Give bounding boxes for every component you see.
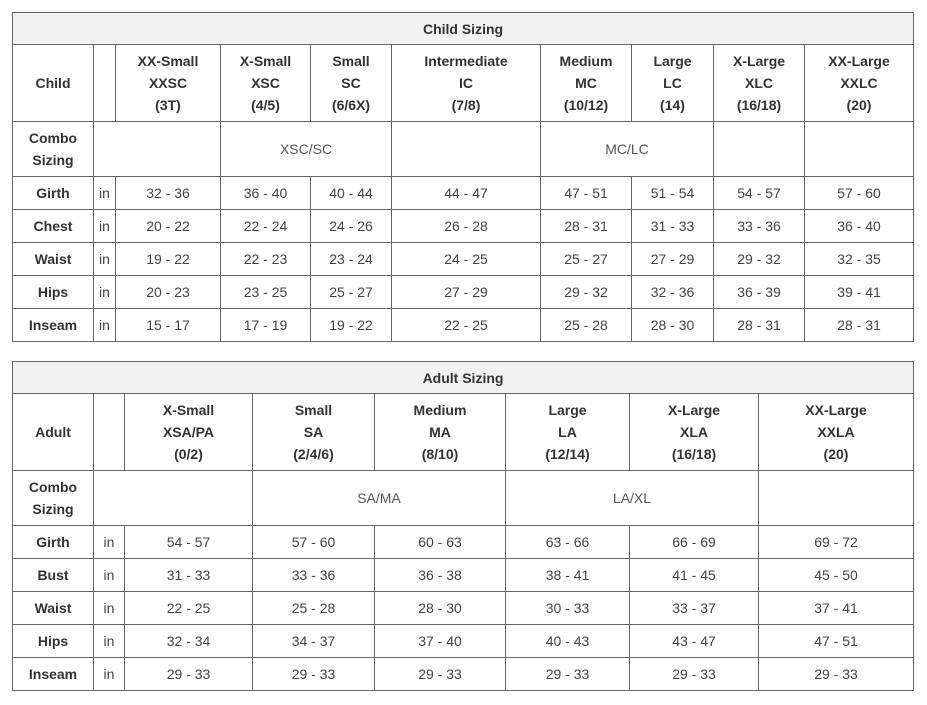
value-cell: 22 - 24: [221, 210, 311, 243]
value-cell: 24 - 26: [311, 210, 392, 243]
value-cell: 36 - 40: [805, 210, 914, 243]
value-cell: 31 - 33: [632, 210, 714, 243]
combo-sizing-label: Combo Sizing: [13, 122, 94, 177]
value-cell: 23 - 25: [221, 276, 311, 309]
value-cell: 39 - 41: [805, 276, 914, 309]
value-cell: 29 - 33: [630, 658, 759, 691]
table-row: [13, 210, 914, 243]
value-cell: 28 - 31: [805, 309, 914, 342]
value-cell: 31 - 33: [125, 559, 253, 592]
value-cell: 47 - 51: [541, 177, 632, 210]
combo-cell: [805, 122, 914, 177]
value-cell: 44 - 47: [392, 177, 541, 210]
size-header-xl: X-Large XLC (16/18): [714, 45, 805, 122]
row-label: Waist: [13, 243, 94, 276]
value-cell: 45 - 50: [759, 559, 914, 592]
value-cell: 32 - 34: [125, 625, 253, 658]
value-cell: 57 - 60: [253, 526, 375, 559]
row-label: Inseam: [13, 309, 94, 342]
combo-sizing-label: Combo Sizing: [13, 471, 94, 526]
unit-cell: in: [94, 625, 125, 658]
adult-corner-label: Adult: [13, 394, 94, 471]
value-cell: 43 - 47: [630, 625, 759, 658]
table-row: [13, 592, 914, 625]
value-cell: 25 - 28: [253, 592, 375, 625]
value-cell: 22 - 23: [221, 243, 311, 276]
unit-cell: in: [94, 592, 125, 625]
unit-cell: in: [94, 309, 116, 342]
value-cell: 30 - 33: [506, 592, 630, 625]
size-header-xl: X-Large XLA (16/18): [630, 394, 759, 471]
combo-cell: [714, 122, 805, 177]
value-cell: 54 - 57: [125, 526, 253, 559]
row-label: Inseam: [13, 658, 94, 691]
size-header-xxs: XX-Small XXSC (3T): [116, 45, 221, 122]
table-row: [13, 559, 914, 592]
value-cell: 29 - 33: [375, 658, 506, 691]
value-cell: 28 - 31: [714, 309, 805, 342]
unit-cell: in: [94, 210, 116, 243]
row-label: Bust: [13, 559, 94, 592]
value-cell: 25 - 27: [541, 243, 632, 276]
size-header-xs: X-Small XSA/PA (0/2): [125, 394, 253, 471]
adult-header-row: [13, 394, 914, 471]
combo-cell: [759, 471, 914, 526]
value-cell: 38 - 41: [506, 559, 630, 592]
value-cell: 36 - 40: [221, 177, 311, 210]
value-cell: 34 - 37: [253, 625, 375, 658]
child-header-row: [13, 45, 914, 122]
value-cell: 54 - 57: [714, 177, 805, 210]
value-cell: 36 - 39: [714, 276, 805, 309]
value-cell: 28 - 30: [375, 592, 506, 625]
value-cell: 37 - 40: [375, 625, 506, 658]
value-cell: 36 - 38: [375, 559, 506, 592]
table-row: [13, 625, 914, 658]
row-label: Hips: [13, 625, 94, 658]
combo-cell: MC/LC: [541, 122, 714, 177]
value-cell: 28 - 30: [632, 309, 714, 342]
unit-cell: in: [94, 526, 125, 559]
value-cell: 28 - 31: [541, 210, 632, 243]
size-header-intermediate: Intermediate IC (7/8): [392, 45, 541, 122]
value-cell: 32 - 35: [805, 243, 914, 276]
row-label: Waist: [13, 592, 94, 625]
value-cell: 29 - 32: [714, 243, 805, 276]
value-cell: 29 - 32: [541, 276, 632, 309]
value-cell: 20 - 23: [116, 276, 221, 309]
size-header-xs: X-Small XSC (4/5): [221, 45, 311, 122]
value-cell: 60 - 63: [375, 526, 506, 559]
unit-header-blank: [94, 394, 125, 471]
value-cell: 26 - 28: [392, 210, 541, 243]
value-cell: 19 - 22: [116, 243, 221, 276]
size-header-l: Large LA (12/14): [506, 394, 630, 471]
value-cell: 29 - 33: [125, 658, 253, 691]
size-header-s: Small SC (6/6X): [311, 45, 392, 122]
value-cell: 17 - 19: [221, 309, 311, 342]
value-cell: 29 - 33: [759, 658, 914, 691]
value-cell: 40 - 44: [311, 177, 392, 210]
child-combo-row: [13, 122, 914, 177]
value-cell: 57 - 60: [805, 177, 914, 210]
row-label: Girth: [13, 526, 94, 559]
unit-header-blank: [94, 45, 116, 122]
value-cell: 29 - 33: [506, 658, 630, 691]
size-header-l: Large LC (14): [632, 45, 714, 122]
value-cell: 32 - 36: [632, 276, 714, 309]
combo-cell: LA/XL: [506, 471, 759, 526]
value-cell: 20 - 22: [116, 210, 221, 243]
value-cell: 27 - 29: [392, 276, 541, 309]
adult-sizing-table: [12, 361, 914, 691]
table-row: [13, 243, 914, 276]
child-table-title: Child Sizing: [13, 13, 914, 45]
size-header-m: Medium MC (10/12): [541, 45, 632, 122]
value-cell: 63 - 66: [506, 526, 630, 559]
table-row: [13, 177, 914, 210]
value-cell: 33 - 36: [714, 210, 805, 243]
size-header-xxl: XX-Large XXLA (20): [759, 394, 914, 471]
value-cell: 40 - 43: [506, 625, 630, 658]
row-label: Hips: [13, 276, 94, 309]
value-cell: 15 - 17: [116, 309, 221, 342]
size-header-m: Medium MA (8/10): [375, 394, 506, 471]
unit-cell: in: [94, 243, 116, 276]
value-cell: 51 - 54: [632, 177, 714, 210]
combo-cell: [94, 122, 221, 177]
value-cell: 22 - 25: [125, 592, 253, 625]
value-cell: 33 - 37: [630, 592, 759, 625]
unit-cell: in: [94, 276, 116, 309]
value-cell: 37 - 41: [759, 592, 914, 625]
combo-cell: SA/MA: [253, 471, 506, 526]
value-cell: 25 - 28: [541, 309, 632, 342]
value-cell: 27 - 29: [632, 243, 714, 276]
unit-cell: in: [94, 177, 116, 210]
value-cell: 66 - 69: [630, 526, 759, 559]
child-corner-label: Child: [13, 45, 94, 122]
value-cell: 24 - 25: [392, 243, 541, 276]
value-cell: 25 - 27: [311, 276, 392, 309]
child-sizing-table: [12, 12, 914, 342]
value-cell: 69 - 72: [759, 526, 914, 559]
row-label: Girth: [13, 177, 94, 210]
size-header-s: Small SA (2/4/6): [253, 394, 375, 471]
combo-cell: XSC/SC: [221, 122, 392, 177]
value-cell: 29 - 33: [253, 658, 375, 691]
value-cell: 41 - 45: [630, 559, 759, 592]
value-cell: 33 - 36: [253, 559, 375, 592]
unit-cell: in: [94, 658, 125, 691]
value-cell: 47 - 51: [759, 625, 914, 658]
combo-cell: [392, 122, 541, 177]
size-header-xxl: XX-Large XXLC (20): [805, 45, 914, 122]
table-row: [13, 658, 914, 691]
unit-cell: in: [94, 559, 125, 592]
table-row: [13, 276, 914, 309]
table-row: [13, 526, 914, 559]
adult-combo-row: [13, 471, 914, 526]
row-label: Chest: [13, 210, 94, 243]
value-cell: 23 - 24: [311, 243, 392, 276]
table-row: [13, 309, 914, 342]
combo-cell: [94, 471, 253, 526]
value-cell: 32 - 36: [116, 177, 221, 210]
value-cell: 19 - 22: [311, 309, 392, 342]
adult-table-title: Adult Sizing: [13, 362, 914, 394]
value-cell: 22 - 25: [392, 309, 541, 342]
